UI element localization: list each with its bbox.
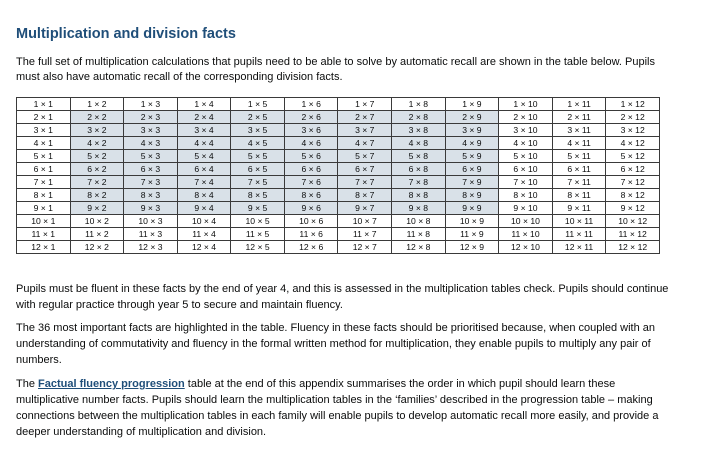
table-cell: 11 × 4 bbox=[177, 228, 231, 241]
table-cell: 7 × 1 bbox=[17, 176, 71, 189]
table-cell: 6 × 10 bbox=[499, 163, 553, 176]
table-cell: 12 × 2 bbox=[70, 241, 124, 254]
table-cell: 2 × 3 bbox=[124, 111, 178, 124]
table-cell: 11 × 12 bbox=[606, 228, 660, 241]
table-cell: 9 × 9 bbox=[445, 202, 499, 215]
table-cell: 3 × 9 bbox=[445, 124, 499, 137]
table-cell: 8 × 10 bbox=[499, 189, 553, 202]
table-cell: 5 × 8 bbox=[392, 150, 446, 163]
table-cell: 11 × 3 bbox=[124, 228, 178, 241]
table-cell: 6 × 7 bbox=[338, 163, 392, 176]
table-cell: 8 × 11 bbox=[552, 189, 606, 202]
table-cell: 6 × 5 bbox=[231, 163, 285, 176]
table-cell: 9 × 8 bbox=[392, 202, 446, 215]
table-cell: 3 × 10 bbox=[499, 124, 553, 137]
table-cell: 1 × 1 bbox=[17, 98, 71, 111]
table-cell: 1 × 12 bbox=[606, 98, 660, 111]
table-cell: 3 × 2 bbox=[70, 124, 124, 137]
table-cell: 12 × 5 bbox=[231, 241, 285, 254]
table-cell: 9 × 3 bbox=[124, 202, 178, 215]
table-cell: 1 × 3 bbox=[124, 98, 178, 111]
table-cell: 3 × 4 bbox=[177, 124, 231, 137]
table-cell: 3 × 7 bbox=[338, 124, 392, 137]
table-cell: 5 × 2 bbox=[70, 150, 124, 163]
table-cell: 4 × 4 bbox=[177, 137, 231, 150]
progression-text-before: The bbox=[16, 378, 39, 390]
table-cell: 10 × 1 bbox=[17, 215, 71, 228]
table-row bbox=[17, 228, 660, 241]
table-cell: 7 × 10 bbox=[499, 176, 553, 189]
table-cell: 12 × 11 bbox=[552, 241, 606, 254]
table-row bbox=[17, 176, 660, 189]
table-cell: 9 × 12 bbox=[606, 202, 660, 215]
table-cell: 7 × 8 bbox=[392, 176, 446, 189]
table-cell: 10 × 8 bbox=[392, 215, 446, 228]
table-cell: 7 × 4 bbox=[177, 176, 231, 189]
table-cell: 8 × 7 bbox=[338, 189, 392, 202]
table-cell: 6 × 8 bbox=[392, 163, 446, 176]
table-cell: 5 × 3 bbox=[124, 150, 178, 163]
table-row bbox=[17, 98, 660, 111]
table-cell: 5 × 10 bbox=[499, 150, 553, 163]
table-cell: 10 × 4 bbox=[177, 215, 231, 228]
table-cell: 6 × 3 bbox=[124, 163, 178, 176]
table-cell: 8 × 12 bbox=[606, 189, 660, 202]
table-cell: 2 × 11 bbox=[552, 111, 606, 124]
table-cell: 11 × 11 bbox=[552, 228, 606, 241]
table-cell: 12 × 10 bbox=[499, 241, 553, 254]
table-cell: 12 × 9 bbox=[445, 241, 499, 254]
table-row bbox=[17, 124, 660, 137]
table-row bbox=[17, 215, 660, 228]
table-cell: 10 × 3 bbox=[124, 215, 178, 228]
table-cell: 10 × 2 bbox=[70, 215, 124, 228]
table-cell: 9 × 5 bbox=[231, 202, 285, 215]
table-cell: 8 × 9 bbox=[445, 189, 499, 202]
table-cell: 12 × 6 bbox=[284, 241, 338, 254]
table-row bbox=[17, 202, 660, 215]
table-cell: 6 × 11 bbox=[552, 163, 606, 176]
table-cell: 7 × 9 bbox=[445, 176, 499, 189]
table-cell: 7 × 11 bbox=[552, 176, 606, 189]
table-row bbox=[17, 111, 660, 124]
table-cell: 7 × 5 bbox=[231, 176, 285, 189]
table-cell: 11 × 9 bbox=[445, 228, 499, 241]
table-cell: 1 × 8 bbox=[392, 98, 446, 111]
table-cell: 4 × 8 bbox=[392, 137, 446, 150]
table-cell: 2 × 5 bbox=[231, 111, 285, 124]
table-cell: 4 × 6 bbox=[284, 137, 338, 150]
table-cell: 2 × 4 bbox=[177, 111, 231, 124]
table-cell: 1 × 2 bbox=[70, 98, 124, 111]
table-cell: 9 × 1 bbox=[17, 202, 71, 215]
table-cell: 12 × 4 bbox=[177, 241, 231, 254]
table-cell: 5 × 9 bbox=[445, 150, 499, 163]
table-cell: 6 × 9 bbox=[445, 163, 499, 176]
table-cell: 4 × 7 bbox=[338, 137, 392, 150]
table-cell: 5 × 11 bbox=[552, 150, 606, 163]
table-cell: 3 × 5 bbox=[231, 124, 285, 137]
table-row bbox=[17, 241, 660, 254]
table-cell: 5 × 12 bbox=[606, 150, 660, 163]
important-facts-paragraph: The 36 most important facts are highlighted in the table. Fluency in these facts should be prioritised because, when coupled with an understanding of commutativity and fluency in the formal written method for multiplication, they enable pupils to multiply any pair of numbers. bbox=[16, 322, 655, 366]
table-cell: 9 × 4 bbox=[177, 202, 231, 215]
table-cell: 11 × 8 bbox=[392, 228, 446, 241]
table-cell: 9 × 2 bbox=[70, 202, 124, 215]
table-cell: 5 × 1 bbox=[17, 150, 71, 163]
table-cell: 10 × 5 bbox=[231, 215, 285, 228]
table-cell: 5 × 6 bbox=[284, 150, 338, 163]
table-cell: 4 × 1 bbox=[17, 137, 71, 150]
table-cell: 1 × 10 bbox=[499, 98, 553, 111]
table-cell: 2 × 12 bbox=[606, 111, 660, 124]
table-row bbox=[17, 150, 660, 163]
table-cell: 5 × 4 bbox=[177, 150, 231, 163]
table-cell: 7 × 6 bbox=[284, 176, 338, 189]
table-cell: 3 × 1 bbox=[17, 124, 71, 137]
table-cell: 8 × 5 bbox=[231, 189, 285, 202]
table-cell: 2 × 6 bbox=[284, 111, 338, 124]
table-cell: 8 × 6 bbox=[284, 189, 338, 202]
section-heading: Multiplication and division facts bbox=[16, 26, 236, 42]
table-cell: 2 × 8 bbox=[392, 111, 446, 124]
table-row bbox=[17, 163, 660, 176]
multiplication-table-body bbox=[17, 98, 660, 254]
table-cell: 4 × 9 bbox=[445, 137, 499, 150]
table-cell: 4 × 10 bbox=[499, 137, 553, 150]
table-cell: 11 × 10 bbox=[499, 228, 553, 241]
factual-fluency-progression-link[interactable]: Factual fluency progression bbox=[38, 378, 185, 390]
table-cell: 7 × 12 bbox=[606, 176, 660, 189]
table-cell: 6 × 2 bbox=[70, 163, 124, 176]
table-cell: 10 × 11 bbox=[552, 215, 606, 228]
table-cell: 9 × 10 bbox=[499, 202, 553, 215]
table-cell: 11 × 2 bbox=[70, 228, 124, 241]
table-cell: 9 × 6 bbox=[284, 202, 338, 215]
table-cell: 4 × 5 bbox=[231, 137, 285, 150]
table-cell: 4 × 11 bbox=[552, 137, 606, 150]
table-cell: 4 × 12 bbox=[606, 137, 660, 150]
table-cell: 1 × 6 bbox=[284, 98, 338, 111]
table-cell: 11 × 6 bbox=[284, 228, 338, 241]
table-cell: 12 × 7 bbox=[338, 241, 392, 254]
table-cell: 7 × 3 bbox=[124, 176, 178, 189]
table-cell: 12 × 3 bbox=[124, 241, 178, 254]
table-cell: 2 × 7 bbox=[338, 111, 392, 124]
table-cell: 11 × 1 bbox=[17, 228, 71, 241]
table-cell: 1 × 9 bbox=[445, 98, 499, 111]
table-cell: 5 × 5 bbox=[231, 150, 285, 163]
table-cell: 2 × 2 bbox=[70, 111, 124, 124]
table-cell: 3 × 11 bbox=[552, 124, 606, 137]
table-cell: 8 × 1 bbox=[17, 189, 71, 202]
table-cell: 12 × 8 bbox=[392, 241, 446, 254]
table-cell: 8 × 2 bbox=[70, 189, 124, 202]
progression-text-after: table at the end of this appendix summarises the order in which pupil should learn these multiplicative number facts. Pupils should learn the multiplication tables in the ‘families’ described in the progression table – making connections between the multiplication tables in each family will enable pupils to develop automatic recall more easily, and provide a deeper understanding of multiplication and division. bbox=[16, 378, 659, 438]
table-cell: 6 × 1 bbox=[17, 163, 71, 176]
table-cell: 2 × 9 bbox=[445, 111, 499, 124]
table-cell: 1 × 5 bbox=[231, 98, 285, 111]
table-cell: 4 × 2 bbox=[70, 137, 124, 150]
table-cell: 12 × 1 bbox=[17, 241, 71, 254]
table-cell: 5 × 7 bbox=[338, 150, 392, 163]
table-cell: 3 × 12 bbox=[606, 124, 660, 137]
fluency-paragraph: Pupils must be fluent in these facts by the end of year 4, and this is assessed in the multiplication tables check. Pupils should continue with regular practice through year 5 to secure and maintain fluency. bbox=[16, 283, 669, 311]
table-cell: 8 × 4 bbox=[177, 189, 231, 202]
table-cell: 7 × 2 bbox=[70, 176, 124, 189]
table-cell: 6 × 12 bbox=[606, 163, 660, 176]
table-cell: 10 × 9 bbox=[445, 215, 499, 228]
table-cell: 9 × 11 bbox=[552, 202, 606, 215]
table-cell: 2 × 1 bbox=[17, 111, 71, 124]
table-cell: 10 × 12 bbox=[606, 215, 660, 228]
table-cell: 3 × 6 bbox=[284, 124, 338, 137]
table-cell: 3 × 3 bbox=[124, 124, 178, 137]
table-cell: 1 × 7 bbox=[338, 98, 392, 111]
table-cell: 2 × 10 bbox=[499, 111, 553, 124]
table-cell: 9 × 7 bbox=[338, 202, 392, 215]
table-row bbox=[17, 137, 660, 150]
progression-paragraph bbox=[16, 376, 676, 440]
table-cell: 4 × 3 bbox=[124, 137, 178, 150]
table-cell: 1 × 11 bbox=[552, 98, 606, 111]
table-row bbox=[17, 189, 660, 202]
table-cell: 1 × 4 bbox=[177, 98, 231, 111]
multiplication-table bbox=[16, 97, 660, 254]
table-cell: 12 × 12 bbox=[606, 241, 660, 254]
table-cell: 6 × 6 bbox=[284, 163, 338, 176]
table-cell: 10 × 7 bbox=[338, 215, 392, 228]
table-cell: 11 × 5 bbox=[231, 228, 285, 241]
table-cell: 8 × 8 bbox=[392, 189, 446, 202]
intro-paragraph: The full set of multiplication calculations that pupils need to be able to solve by automatic recall are shown in the table below. Pupils must also have automatic recall of the corresponding division facts. bbox=[16, 56, 655, 83]
table-cell: 10 × 10 bbox=[499, 215, 553, 228]
table-cell: 3 × 8 bbox=[392, 124, 446, 137]
table-cell: 10 × 6 bbox=[284, 215, 338, 228]
table-cell: 7 × 7 bbox=[338, 176, 392, 189]
table-cell: 8 × 3 bbox=[124, 189, 178, 202]
table-cell: 11 × 7 bbox=[338, 228, 392, 241]
table-cell: 6 × 4 bbox=[177, 163, 231, 176]
